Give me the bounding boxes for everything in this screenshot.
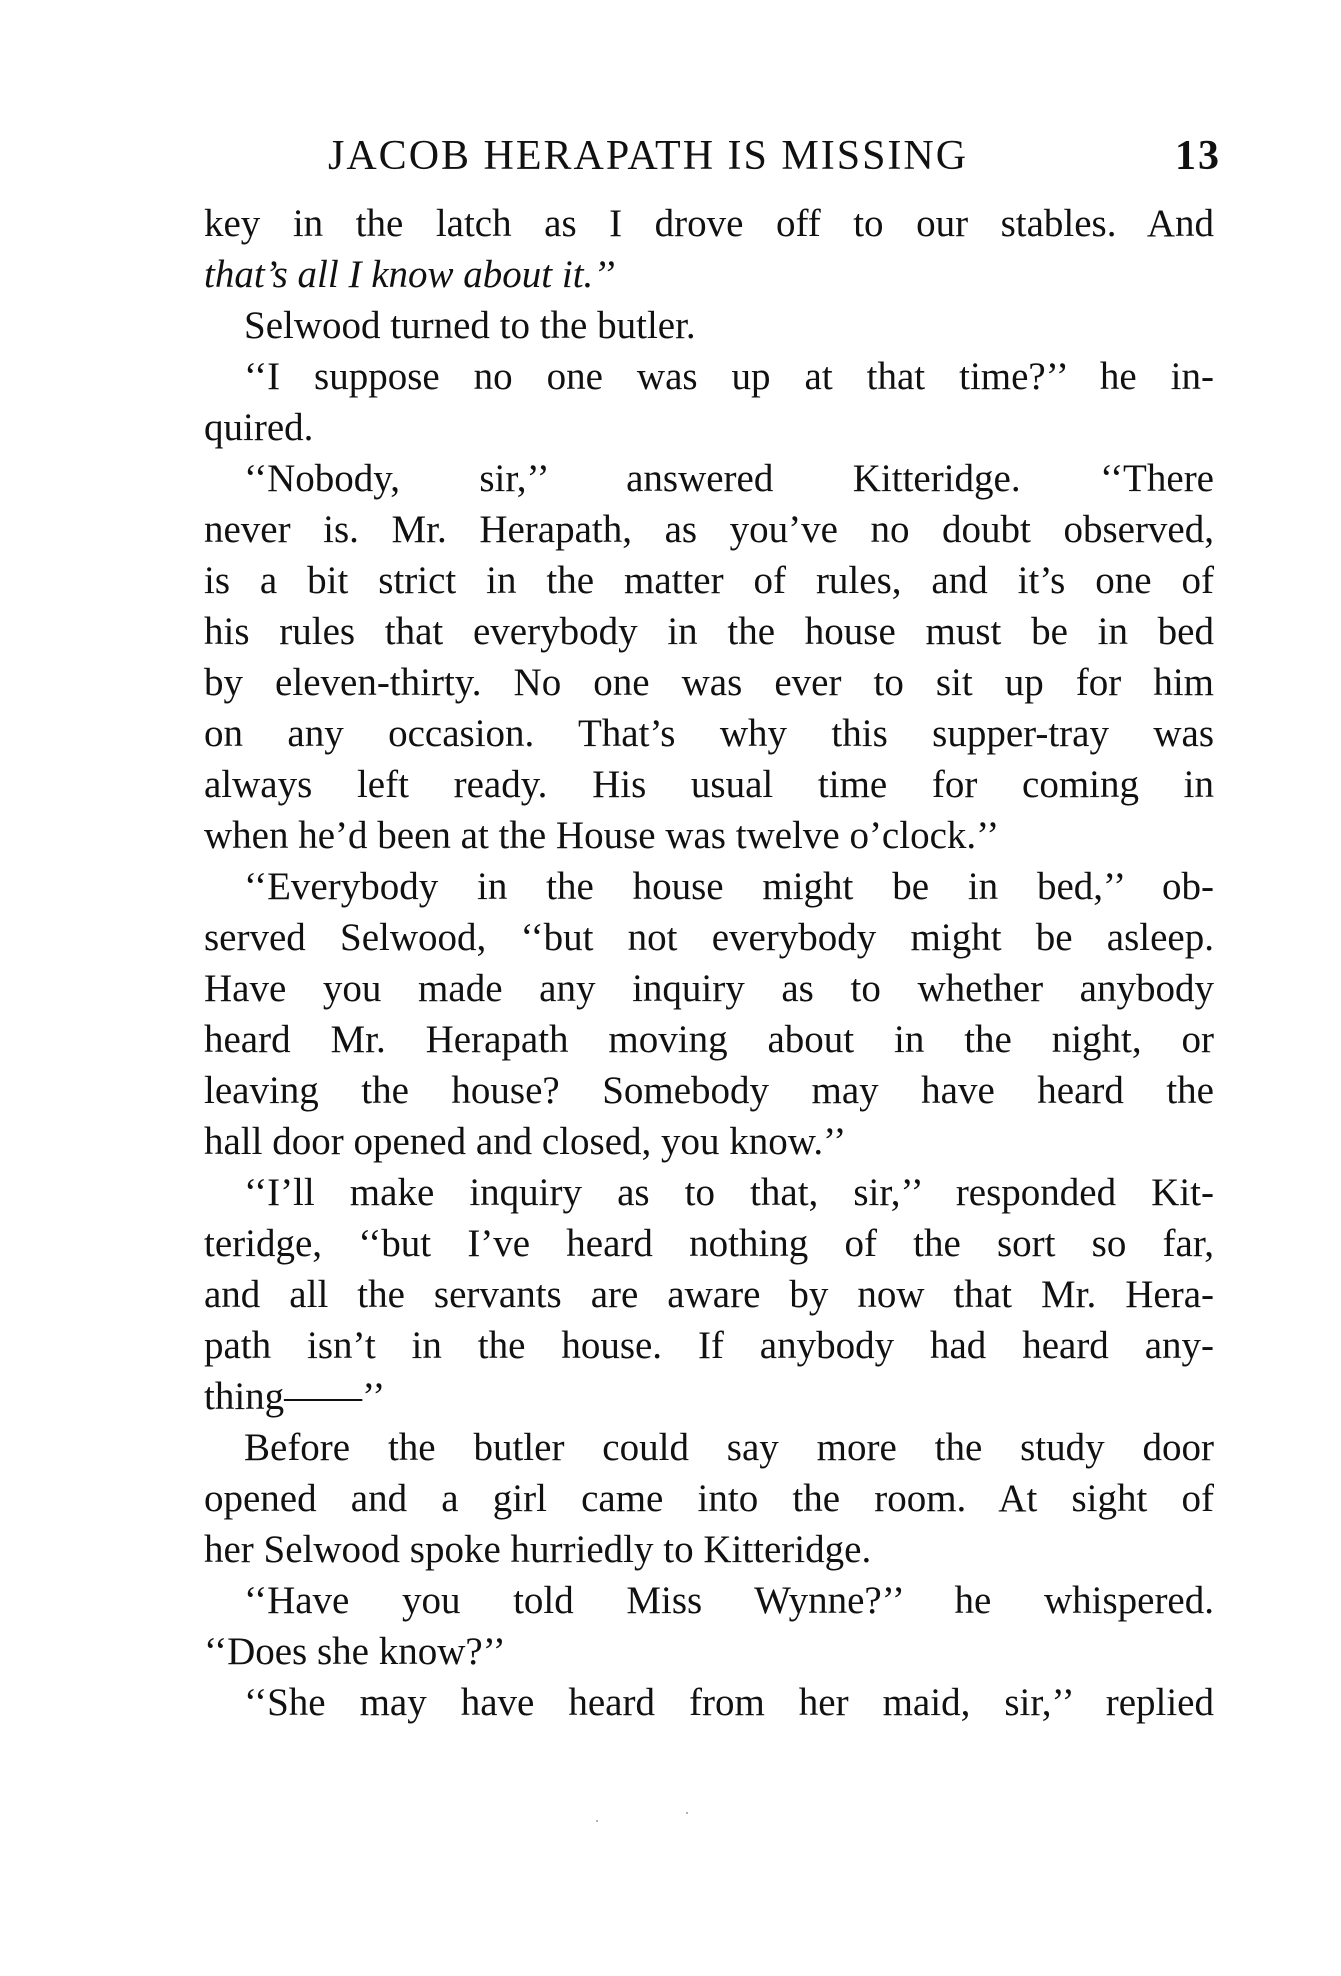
text-line: is a bit strict in the matter of rules, and it’s one of: [204, 559, 1214, 602]
text-line: opened and a girl came into the room. At sight of: [204, 1477, 1214, 1520]
text-line: by eleven-thirty. No one was ever to sit up for him: [204, 661, 1214, 704]
text-line: leaving the house? Somebody may have heard the: [204, 1069, 1214, 1112]
text-line: ‘‘She may have heard from her maid, sir,’’ replied: [244, 1681, 1214, 1724]
text-line: hall door opened and closed, you know.’’: [204, 1120, 847, 1163]
text-line: heard Mr. Herapath moving about in the night, or: [204, 1018, 1214, 1061]
text-line: thing——’’: [204, 1375, 386, 1418]
text-line: when he’d been at the House was twelve o’clock.’’: [204, 814, 1000, 857]
text-line: teridge, ‘‘but I’ve heard nothing of the sort so far,: [204, 1222, 1214, 1265]
text-line: quired.: [204, 406, 314, 449]
text-line: ‘‘I’ll make inquiry as to that, sir,’’ responded Kit-: [244, 1171, 1214, 1214]
text-line: ‘‘Does she know?’’: [204, 1630, 506, 1673]
text-line: his rules that everybody in the house must be in bed: [204, 610, 1214, 653]
text-line: ‘‘Everybody in the house might be in bed,’’ ob-: [244, 865, 1214, 908]
running-header: [328, 132, 1221, 182]
text-line: served Selwood, ‘‘but not everybody might be asleep.: [204, 916, 1214, 959]
text-line: and all the servants are aware by now that Mr. Hera-: [204, 1273, 1214, 1316]
text-line: never is. Mr. Herapath, as you’ve no doubt observed,: [204, 508, 1214, 551]
text-line: Selwood turned to the butler.: [244, 304, 696, 347]
text-line: ‘‘Nobody, sir,’’ answered Kitteridge. ‘‘There: [244, 457, 1214, 500]
text-line: path isn’t in the house. If anybody had heard any-: [204, 1324, 1214, 1367]
body-text: [204, 198, 1214, 1728]
text-line: ‘‘I suppose no one was up at that time?’’ he in-: [244, 355, 1214, 398]
text-line: ‘‘Have you told Miss Wynne?’’ he whispered.: [244, 1579, 1214, 1622]
page-number: 13: [1175, 133, 1221, 179]
print-speck: [596, 1820, 598, 1822]
text-line: that’s all I know about it.’’: [204, 253, 615, 296]
text-line: on any occasion. That’s why this supper-tray was: [204, 712, 1214, 755]
print-speck: [686, 1812, 688, 1814]
text-line: Have you made any inquiry as to whether anybody: [204, 967, 1214, 1010]
text-line: key in the latch as I drove off to our stables. And: [204, 202, 1214, 245]
text-line: her Selwood spoke hurriedly to Kitteridge.: [204, 1528, 872, 1571]
text-line: Before the butler could say more the study door: [244, 1426, 1214, 1469]
running-title: JACOB HERAPATH IS MISSING: [328, 133, 969, 179]
text-line: always left ready. His usual time for coming in: [204, 763, 1214, 806]
